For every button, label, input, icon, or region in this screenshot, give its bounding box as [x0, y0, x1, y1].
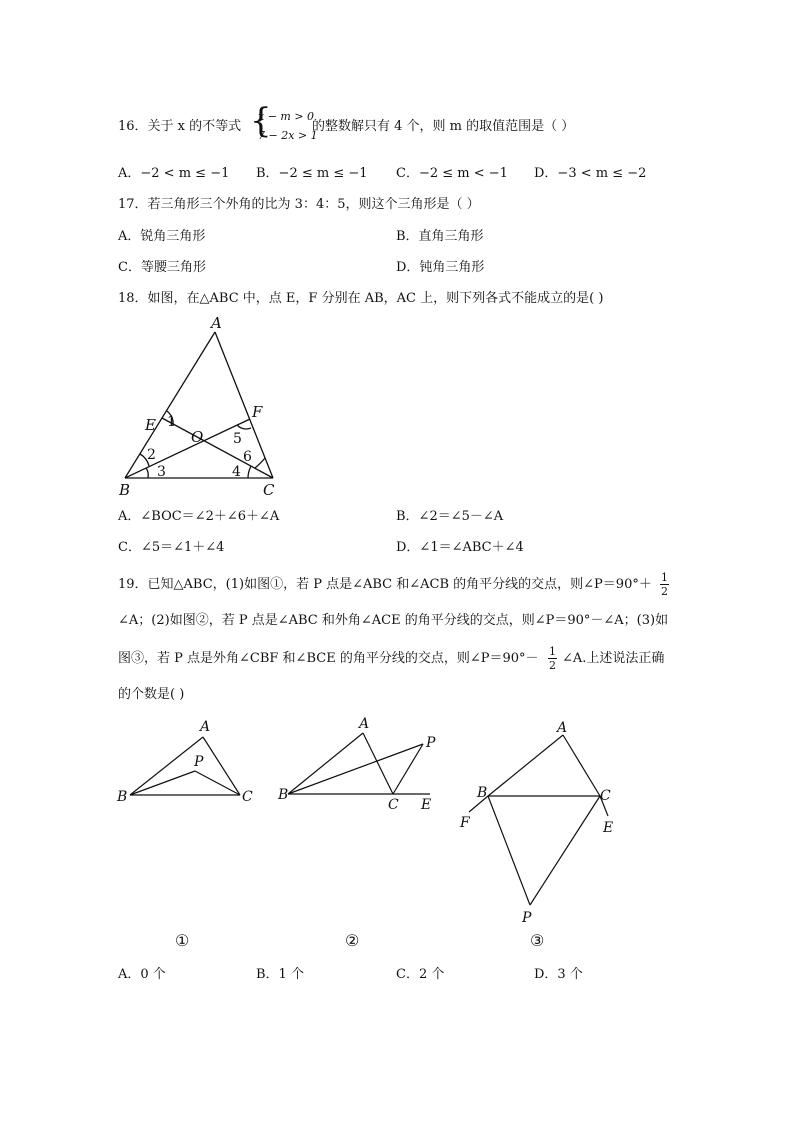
figure-caption-3: ③: [530, 931, 545, 950]
angle-label-5: 5: [233, 431, 242, 447]
fraction-numerator: 1: [549, 645, 556, 658]
angle-3-arc: [146, 468, 148, 478]
q19-option-c[interactable]: C．2 个: [396, 967, 445, 982]
angle-label-1: 1: [167, 414, 176, 430]
angle-label-4: 4: [232, 464, 241, 480]
label-b: B: [117, 789, 128, 805]
label-a: A: [211, 315, 222, 332]
q19-figure-1: [115, 715, 260, 810]
q17-option-b[interactable]: B．直角三角形: [396, 229, 484, 244]
q18-option-b[interactable]: B．∠2＝∠5－∠A: [396, 509, 504, 524]
label-a: A: [359, 716, 370, 732]
label-f: F: [460, 815, 470, 831]
angle-label-3: 3: [157, 464, 166, 480]
q16-option-b[interactable]: B．−2 ≤ m ≤ −1: [256, 166, 368, 181]
label-f: F: [252, 403, 263, 421]
label-e: E: [145, 416, 156, 434]
q16-system-line-2: 7 − 2x > 1: [258, 129, 318, 142]
fraction-denominator: 2: [661, 585, 668, 598]
q19-option-a[interactable]: A．0 个: [118, 967, 166, 982]
q18-option-d[interactable]: D．∠1＝∠ABC＋∠4: [396, 540, 524, 555]
q19-fraction-1: [660, 572, 669, 597]
segment-cp: [530, 796, 600, 905]
label-c: C: [388, 797, 399, 812]
segment-ce: [162, 418, 273, 478]
label-p: P: [426, 735, 436, 751]
segment-bp: [288, 744, 423, 794]
angle-6-arc: [255, 458, 265, 468]
label-b: B: [477, 785, 488, 801]
q16-inequality-system: [250, 101, 318, 144]
label-e: E: [421, 797, 432, 812]
q16-stem-suffix: 的整数解只有 4 个，则 m 的取值范围是（ ）: [312, 119, 575, 134]
segment-ac: [203, 737, 240, 795]
label-p: P: [522, 910, 532, 926]
fraction-denominator: 2: [549, 659, 556, 672]
label-e: E: [603, 820, 614, 836]
angle-5-arc: [237, 425, 251, 429]
q16-system-line-1: x − m > 0: [258, 110, 315, 123]
segment-ab: [488, 735, 563, 796]
q17-stem: 17．若三角形三个外角的比为 3：4：5，则这个三角形是（ ）: [118, 197, 480, 212]
q19-line-4: 的个数是( ): [118, 687, 185, 702]
segment-ac: [363, 733, 393, 794]
q19-line-1: 19．已知△ABC，(1)如图①，若 P 点是∠ABC 和∠ACB 的角平分线的交点，则∠P＝90°＋: [118, 577, 652, 592]
label-c: C: [263, 481, 275, 499]
label-o: O: [191, 428, 204, 446]
q17-option-c[interactable]: C．等腰三角形: [118, 260, 206, 275]
label-a: A: [557, 720, 568, 736]
figure-caption-1: ①: [175, 931, 190, 950]
angle-label-2: 2: [147, 447, 156, 463]
figure-caption-2: ②: [345, 931, 360, 950]
segment-cp: [393, 744, 423, 794]
q18-stem: 18．如图，在△ABC 中，点 E，F 分别在 AB，AC 上，则下列各式不能成立的是( ): [118, 291, 604, 306]
angle-4-arc: [248, 466, 251, 478]
angle-label-6: 6: [243, 449, 252, 465]
q16-option-c[interactable]: C．−2 ≤ m < −1: [396, 166, 508, 181]
label-c: C: [242, 789, 253, 805]
q19-line-2: ∠A；(2)如图②，若 P 点是∠ABC 和外角∠ACE 的角平分线的交点，则∠P＝90°－∠A；(3)如: [118, 613, 669, 628]
q16-option-d[interactable]: D．−3 < m ≤ −2: [534, 166, 647, 181]
q19-option-b[interactable]: B．1 个: [256, 967, 304, 982]
q19-line-3: 图③，若 P 点是外角∠CBF 和∠BCE 的角平分线的交点，则∠P＝90°－: [118, 651, 539, 666]
label-c: C: [600, 788, 611, 804]
q16-option-a[interactable]: A．−2 < m ≤ −1: [118, 166, 230, 181]
q19-line-3-tail: ∠A.上述说法正确: [562, 651, 665, 666]
q19-fraction-2: [548, 646, 557, 671]
q16-stem-prefix: 16．关于 x 的不等式: [118, 119, 242, 134]
label-a: A: [200, 719, 211, 735]
segment-cp: [195, 771, 240, 795]
q19-figure-3: [455, 712, 625, 927]
q19-option-d[interactable]: D．3 个: [534, 967, 583, 982]
q17-option-d[interactable]: D．钝角三角形: [396, 260, 485, 275]
label-b: B: [278, 787, 289, 803]
segment-ab: [288, 733, 363, 794]
q18-option-c[interactable]: C．∠5＝∠1＋∠4: [118, 540, 225, 555]
segment-ab: [130, 737, 203, 795]
fraction-numerator: 1: [661, 571, 668, 584]
segment-bp: [130, 771, 195, 795]
q17-option-a[interactable]: A．锐角三角形: [118, 229, 206, 244]
segment-bp: [488, 796, 530, 905]
q18-triangle-figure: [115, 315, 285, 500]
left-brace-icon: {: [250, 101, 272, 141]
label-b: B: [119, 481, 131, 499]
segment-ac: [563, 735, 600, 796]
label-p: P: [194, 754, 204, 770]
q18-option-a[interactable]: A．∠BOC＝∠2＋∠6＋∠A: [118, 509, 280, 524]
q19-figure-2: [275, 712, 445, 812]
